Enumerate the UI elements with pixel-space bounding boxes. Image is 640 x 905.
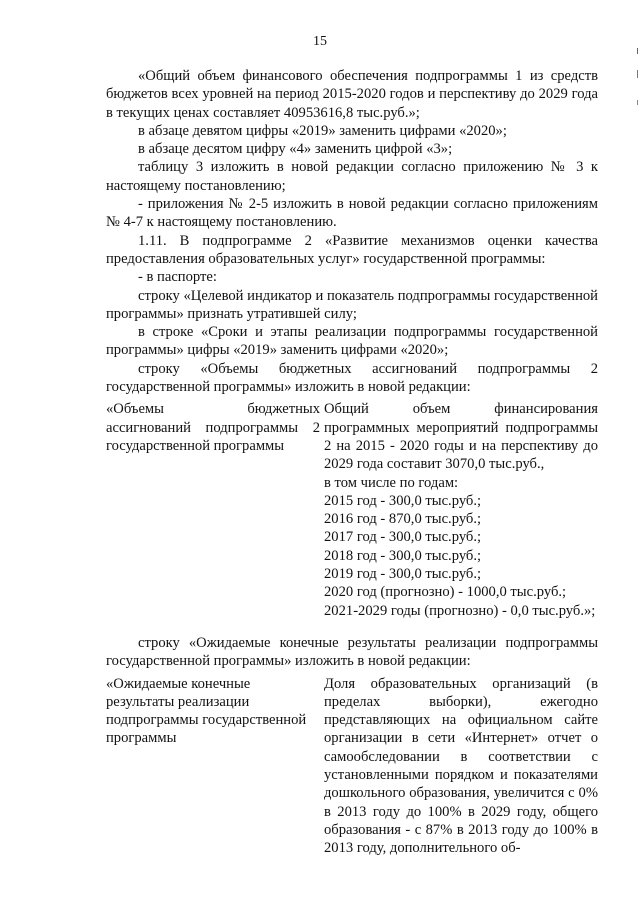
budget-table-left-cell: «Объемы бюджетных ассигнований подпрограммы 2 государственной программы bbox=[106, 401, 320, 454]
budget-line: 2018 год - 300,0 тыс.руб.; bbox=[324, 547, 482, 564]
scan-artifact-marks bbox=[632, 40, 640, 140]
paragraph-6: 1.11. В подпрограмме 2 «Развитие механизмов оценки качества предоставления образовательных услуг» государственной программы: bbox=[106, 232, 598, 267]
paragraph-mid: строку «Ожидаемые конечные результаты реализации подпрограммы государственной программы» изложить в новой редакции: bbox=[106, 634, 598, 670]
budget-line: 2021-2029 годы (прогнозно) - 0,0 тыс.руб.»; bbox=[324, 602, 596, 619]
paragraph-5: - приложения № 2-5 изложить в новой редакции согласно приложениям № 4-7 к настоящему постановлению. bbox=[106, 196, 598, 231]
paragraph-9: в строке «Сроки и этапы реализации подпрограммы государственной программы» цифры «2019» заменить цифрами «2020»; bbox=[106, 324, 598, 359]
page-number: 15 bbox=[313, 34, 327, 49]
budget-table-right-cell bbox=[324, 400, 598, 620]
budget-line: 2019 год - 300,0 тыс.руб.; bbox=[324, 566, 482, 583]
budget-line: 2017 год - 300,0 тыс.руб.; bbox=[324, 529, 482, 546]
paragraph-3: в абзаце десятом цифру «4» заменить цифрой «3»; bbox=[138, 141, 453, 158]
document-body bbox=[106, 67, 598, 863]
expected-results-table bbox=[106, 675, 598, 858]
paragraph-8: строку «Целевой индикатор и показатель подпрограммы государственной программы» признать утратившей силу; bbox=[106, 287, 598, 322]
results-table-left-cell: «Ожидаемые конечные результаты реализации подпрограммы государственной программы bbox=[106, 675, 307, 747]
paragraph-2: в абзаце девятом цифры «2019» заменить цифрами «2020»; bbox=[138, 122, 507, 139]
budget-intro: Общий объем финансирования программных мероприятий подпрограммы 2 на 2015 - 2020 годы и на перспективу до 2029 года составит 3070,0 тыс.руб., bbox=[324, 401, 598, 473]
budget-line: 2020 год (прогнозно) - 1000,0 тыс.руб.; bbox=[324, 584, 567, 601]
paragraph-1: «Общий объем финансового обеспечения подпрограммы 1 из средств бюджетов всех уровней на период 2015-2020 годов и перспективу до 2029 года в текущих ценах составляет 40953616,8 тыс.руб.»; bbox=[106, 68, 598, 121]
budget-line: 2015 год - 300,0 тыс.руб.; bbox=[324, 492, 482, 509]
budget-line: в том числе по годам: bbox=[324, 474, 459, 491]
budget-line: 2016 год - 870,0 тыс.руб.; bbox=[324, 511, 482, 528]
paragraph-10: строку «Объемы бюджетных ассигнований подпрограммы 2 государственной программы» изложить в новой редакции: bbox=[106, 360, 598, 396]
budget-allocations-table bbox=[106, 400, 598, 620]
paragraph-7: - в паспорте: bbox=[138, 269, 217, 286]
paragraph-4: таблицу 3 изложить в новой редакции согласно приложению № 3 к настоящему постановлению; bbox=[106, 159, 598, 194]
results-table-right-cell: Доля образовательных организаций (в пределах выборки), ежегодно представляющих на официальном сайте организации в сети «Интернет» отчет о самообследовании в соответствии с установленными порядком и показателями дошкольного образования, увеличится с 0% в 2013 году до 100% в 2029 году, общего образования - с 87% в 2013 году до 100% в 2013 году, дополнительного об- bbox=[324, 675, 598, 857]
